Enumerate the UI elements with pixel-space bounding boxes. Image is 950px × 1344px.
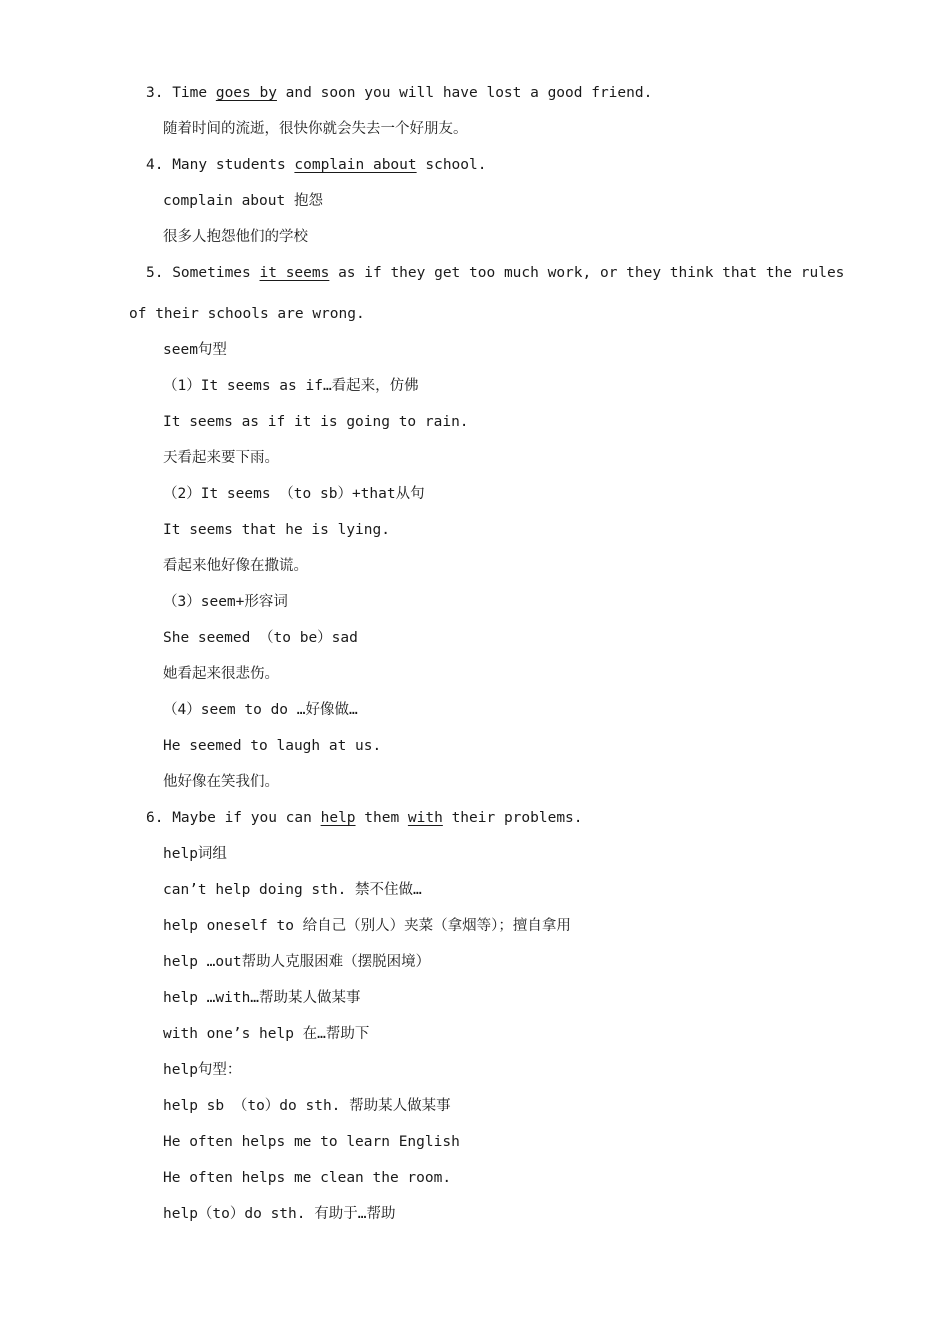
text-segment: help …with…帮助某人做某事: [163, 990, 361, 1006]
text-segment: 4. Many students: [146, 157, 295, 173]
underlined-phrase: complain about: [294, 157, 417, 173]
text-line: [163, 1168, 451, 1188]
text-line: [163, 1204, 395, 1224]
text-line: [163, 736, 381, 756]
text-line: [146, 155, 486, 175]
text-segment: （4）seem to do …好像做…: [163, 702, 358, 718]
text-segment: of their schools are wrong.: [129, 306, 365, 322]
text-line: [146, 808, 583, 828]
text-line: [163, 844, 227, 864]
text-line: [163, 1060, 241, 1080]
text-segment: He often helps me clean the room.: [163, 1170, 452, 1186]
text-segment: help句型：: [163, 1062, 242, 1078]
underlined-phrase: it seems: [259, 265, 330, 281]
text-line: [163, 772, 279, 792]
text-segment: help词组: [163, 846, 227, 862]
text-segment: He often helps me to learn English: [163, 1134, 460, 1150]
underlined-phrase: help: [320, 810, 356, 826]
text-segment: as if they get too much work, or they think that the rules: [329, 265, 845, 281]
text-line: [163, 412, 469, 432]
text-segment: He seemed to laugh at us.: [163, 738, 382, 754]
text-line: [163, 916, 571, 936]
text-segment: 很多人抱怨他们的学校: [163, 229, 308, 245]
text-segment: 6. Maybe if you can: [146, 810, 321, 826]
text-segment: 天看起来要下雨。: [163, 450, 279, 466]
text-segment: can’t help doing sth. 禁不住做…: [163, 882, 422, 898]
text-segment: It seems that he is lying.: [163, 522, 390, 538]
underlined-phrase: goes by: [215, 85, 277, 101]
text-segment: 随着时间的流逝，很快你就会失去一个好朋友。: [163, 121, 468, 137]
text-segment: help sb （to）do sth. 帮助某人做某事: [163, 1098, 451, 1114]
text-segment: （2）It seems （to sb）+that从句: [163, 486, 425, 502]
text-segment: 她看起来很悲伤。: [163, 666, 279, 682]
text-segment: school.: [416, 157, 487, 173]
text-line: [163, 664, 279, 684]
text-segment: （1）It seems as if…看起来，仿佛: [163, 378, 419, 394]
text-line: [163, 376, 419, 396]
text-segment: them: [355, 810, 408, 826]
text-segment: 5. Sometimes: [146, 265, 260, 281]
text-line: [146, 83, 652, 103]
text-line: [163, 592, 288, 612]
text-segment: help（to）do sth. 有助于…帮助: [163, 1206, 396, 1222]
text-segment: their problems.: [442, 810, 583, 826]
text-segment: （3）seem+形容词: [163, 594, 288, 610]
text-segment: seem句型: [163, 342, 227, 358]
text-line: [146, 263, 844, 283]
text-line: [163, 700, 358, 720]
text-segment: with one’s help 在…帮助下: [163, 1026, 370, 1042]
text-segment: 他好像在笑我们。: [163, 774, 279, 790]
text-line: [163, 340, 227, 360]
text-segment: help oneself to 给自己（别人）夹菜（拿烟等）；擅自拿用: [163, 918, 571, 934]
text-line: [163, 1096, 451, 1116]
underlined-phrase: with: [407, 810, 443, 826]
text-segment: and soon you will have lost a good friend.: [276, 85, 653, 101]
text-line: [163, 952, 430, 972]
text-line: [163, 880, 422, 900]
text-segment: complain about 抱怨: [163, 193, 323, 209]
text-segment: help …out帮助人克服困难（摆脱困境）: [163, 954, 431, 970]
text-line: [163, 227, 308, 247]
text-segment: 3. Time: [146, 85, 216, 101]
text-segment: She seemed （to be）sad: [163, 630, 358, 646]
text-line: [163, 484, 425, 504]
text-segment: 看起来他好像在撒谎。: [163, 558, 308, 574]
text-line: [163, 1132, 460, 1152]
text-line: [163, 1024, 369, 1044]
text-segment: It seems as if it is going to rain.: [163, 414, 469, 430]
text-line: [163, 448, 279, 468]
text-line: [163, 119, 468, 139]
text-line: [163, 628, 358, 648]
text-line: [163, 191, 323, 211]
text-line: [163, 520, 390, 540]
text-line: [163, 556, 308, 576]
text-line: [129, 304, 365, 324]
text-line: [163, 988, 361, 1008]
